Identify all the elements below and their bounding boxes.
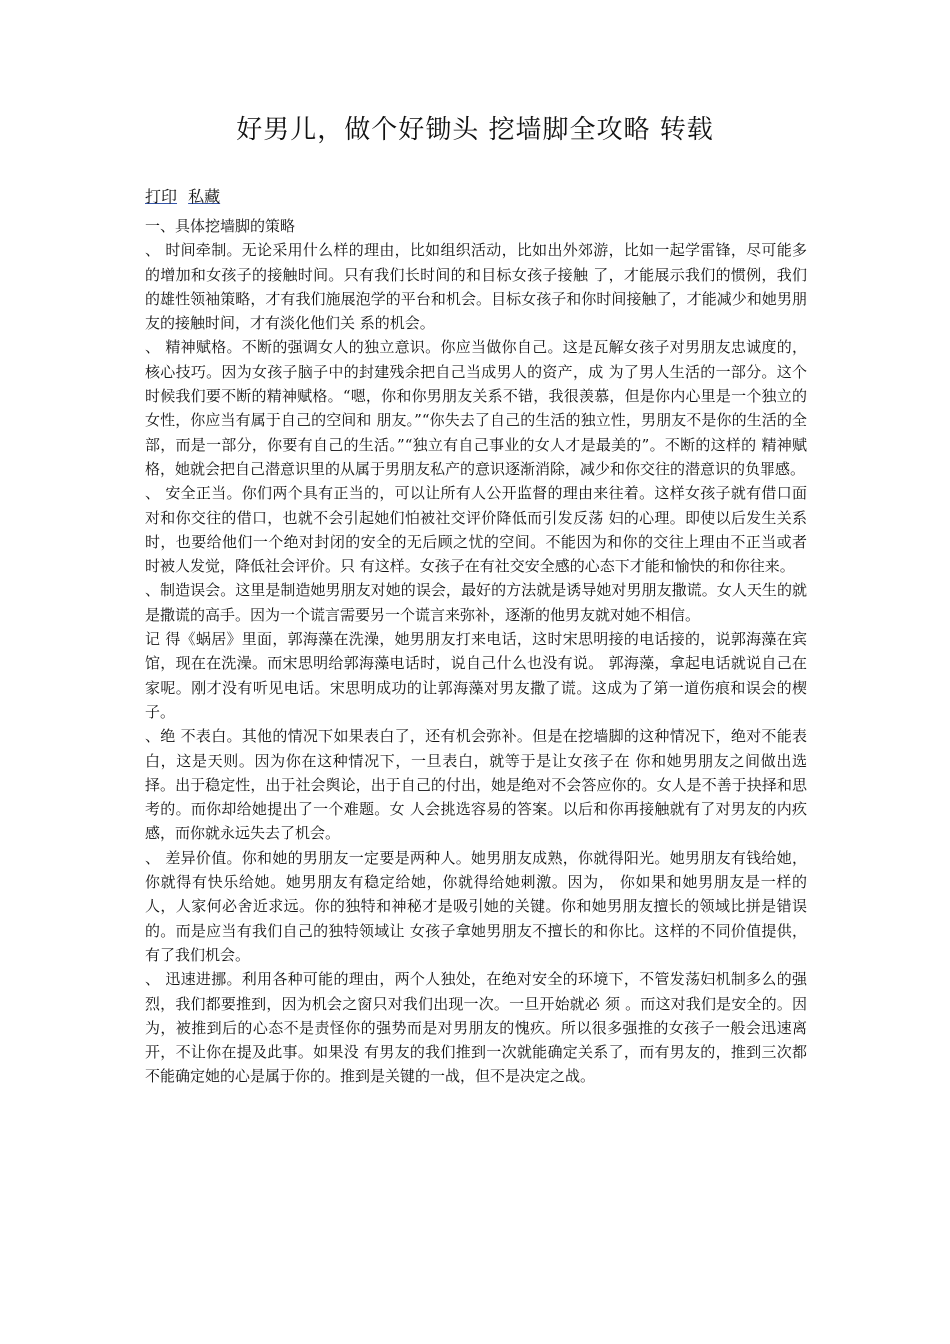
document-title: 好男儿，做个好锄头 挖墙脚全攻略 转载 — [236, 115, 714, 145]
paragraph: 、 迅速进挪。利用各种可能的理由，两个人独处，在绝对安全的环境下，不管发荡妇机制多么的强烈，我们都要推到，因为机会之窗只对我们出现一次。一旦开始就必 须 。而这对我们是安全的。因为，被推到后的心态不是责怪你的强势而是对男朋友的愧疚。所以很多强推的女孩子一般会迅速离开，不让你在提及此事。如果没 有男友的我们推到一次就能确定关系了，而有男友的，推到三次都不能确定她的心是属于你的。推到是关键的一战，但不是决定之战。 — [145, 970, 807, 1086]
paragraph: 、 精神赋格。不断的强调女人的独立意识。你应当做你自己。这是瓦解女孩子对男朋友忠诚度的，核心技巧。因为女孩子脑子中的封建残余把自己当成男人的资产，成 为了男人生活的一部分。这个时候我们要不断的精神赋格。“嗯，你和你男朋友关系不错，我很羡慕，但是你内心里是一个独立的女性，你应当有属于自己的空间和 朋友。”“你失去了自己的生活的独立性，男朋友不是你的生活的全部，而是一部分，你要有自己的生活。”“独立有自己事业的女人才是最美的”。不断的这样的 精神赋格，她就会把自己潜意识里的从属于男朋友私产的意识逐渐消除，减少和你交往的潜意识的负罪感。 — [145, 338, 807, 478]
paragraph: 、 安全正当。你们两个具有正当的，可以让所有人公开监督的理由来往着。这样女孩子就有借口面对和你交往的借口，也就不会引起她们怕被社交评价降低而引发反荡 妇的心理。即使以后发生关系时，也要给他们一个绝对封闭的安全的无后顾之忧的空间。不能因为和你的交往上理由不正当或者 时被人发觉，降低社会评价。只 有这样。女孩子在有社交安全感的心态下才能和愉快的和你往来。 — [145, 484, 807, 576]
paragraph: 、制造误会。这里是制造她男朋友对她的误会，最好的方法就是诱导她对男朋友撒谎。女人天生的就是撒谎的高手。因为一个谎言需要另一个谎言来弥补，逐渐的他男友就对她不相信。 — [145, 581, 807, 624]
document-body — [145, 214, 807, 1089]
paragraph: 、绝 不表白。其他的情况下如果表白了，还有机会弥补。但是在挖墙脚的这种情况下，绝对不能表白，这是天则。因为你在这种情况下，一旦表白，就等于是让女孩子在 你和她男朋友之间做出选择。出于稳定性，出于社会舆论，出于自己的付出，她是绝对不会答应你的。女人是不善于抉择和思考的。而你却给她提出了一个难题。女 人会挑选容易的答案。以后和你再接触就有了对男友的内疚感，而你就永远失去了机会。 — [145, 727, 807, 843]
save-link[interactable]: 私藏 — [188, 187, 221, 206]
section-heading: 一、具体挖墙脚的策略 — [145, 217, 296, 235]
paragraph: 记 得《蜗居》里面，郭海藻在洗澡，她男朋友打来电话，这时宋思明接的电话接的，说郭海藻在宾馆，现在在洗澡。而宋思明给郭海藻电话时，说自己什么也没有说。 郭海藻，拿起电话就说自己在家呢。刚才没有听见电话。宋思明成功的让郭海藻对男友撒了谎。这成为了第一道伤痕和误会的楔子。 — [145, 630, 807, 721]
document-actions — [145, 186, 226, 208]
paragraph: 、 差异价值。你和她的男朋友一定要是两种人。她男朋友成熟，你就得阳光。她男朋友有钱给她，你就得有快乐给她。她男朋友有稳定给她，你就得给她刺激。因为， 你如果和她男朋友是一样的人，人家何必舍近求远。你的独特和神秘才是吸引她的关键。你和她男朋友擅长的领域比拼是错误的。而是应当有我们自己的独特领域让 女孩子拿她男朋友不擅长的和你比。这样的不同价值提供，有了我们机会。 — [145, 848, 807, 964]
paragraph: 、 时间牵制。无论采用什么样的理由，比如组织活动，比如出外郊游，比如一起学雷锋，尽可能多的增加和女孩子的接触时间。只有我们长时间的和目标女孩子接触 了，才能展示我们的惯例，我们的雄性领袖策略，才有我们施展泡学的平台和机会。目标女孩子和你时间接触了，才能减少和她男朋友的接触时间，才有淡化他们关 系的机会。 — [145, 241, 807, 333]
print-link[interactable]: 打印 — [145, 187, 178, 206]
